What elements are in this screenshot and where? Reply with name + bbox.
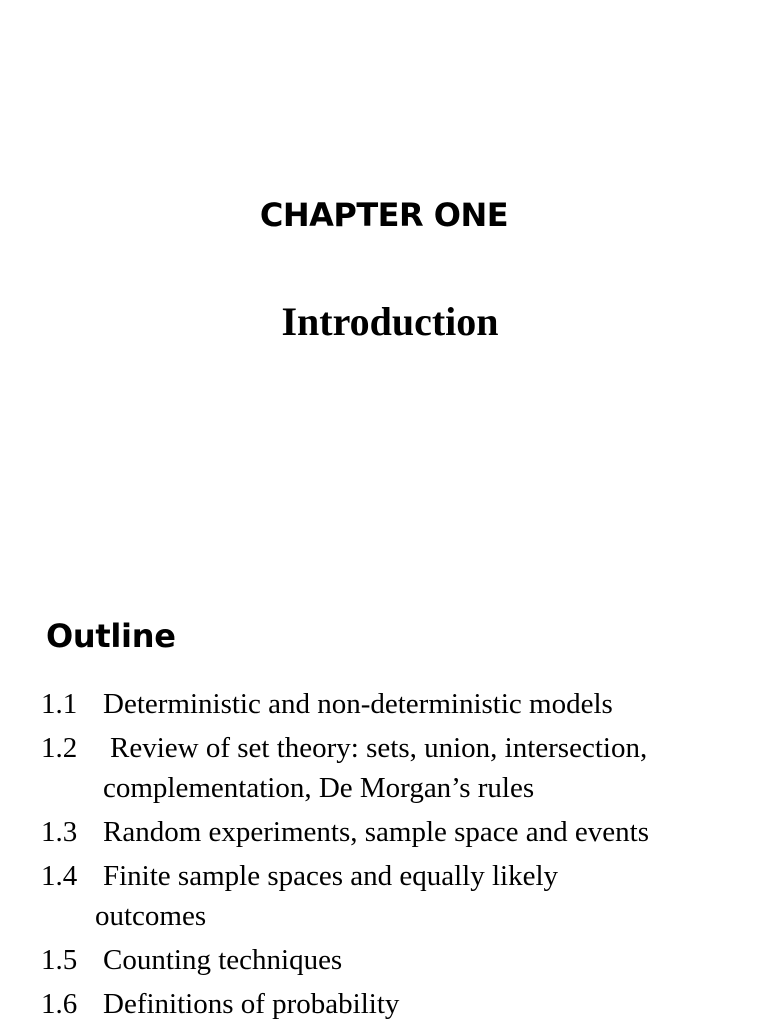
item-number: 1.3 [41,816,78,848]
chapter-title: Introduction [281,299,499,344]
item-number: 1.1 [41,688,78,720]
outline-heading: Outline [46,617,176,655]
item-text: Definitions of probability [103,988,400,1020]
outline-item-1-2 [41,728,649,808]
item-number: 1.4 [41,860,78,892]
outline-item-1-3 [41,812,649,852]
item-text: Random experiments, sample space and events [103,816,650,848]
item-text: Counting techniques [103,944,343,976]
outline-item-1-5 [41,940,649,980]
item-text: Deterministic and non-deterministic models [103,688,613,720]
item-text: Review of set theory: sets, union, intersection, [110,732,648,764]
outline-list [41,684,649,1028]
item-text-continued: outcomes [95,900,207,932]
item-number: 1.6 [41,988,78,1020]
outline-item-1-1 [41,684,649,724]
outline-item-1-4 [41,856,649,936]
item-text-continued: complementation, De Morgan’s rules [103,772,535,804]
item-text: Finite sample spaces and equally likely [103,860,559,892]
outline-item-1-6 [41,984,649,1024]
chapter-heading: CHAPTER ONE [259,196,509,234]
item-number: 1.5 [41,944,78,976]
item-number: 1.2 [41,732,78,764]
